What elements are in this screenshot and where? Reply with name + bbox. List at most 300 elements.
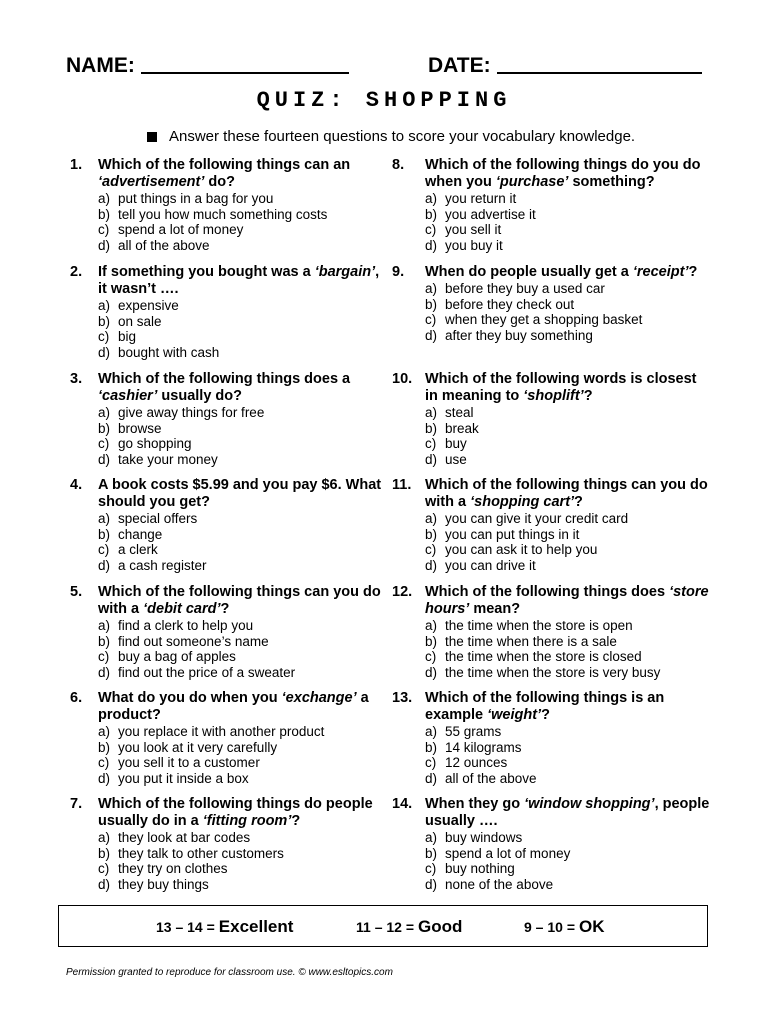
option-text: before they check out: [445, 296, 575, 312]
question-text-tail: ?: [574, 494, 583, 510]
question-text: [98, 584, 390, 618]
option-letter: c): [425, 222, 437, 237]
answer-option: [425, 771, 712, 787]
question-text: [98, 371, 390, 405]
question-stem: [70, 371, 390, 405]
answer-option: [425, 328, 712, 344]
score-range: 11 – 12 =: [356, 919, 415, 935]
answer-option: [98, 558, 390, 574]
question-7: [70, 796, 390, 892]
option-letter: a): [98, 830, 111, 845]
answer-option: [98, 755, 390, 771]
question-text-tail: something?: [568, 174, 655, 190]
question-stem: [70, 264, 390, 298]
question-5: [70, 584, 390, 680]
answer-option: [98, 191, 390, 207]
option-text: give away things for free: [118, 405, 265, 420]
option-text: you return it: [445, 191, 517, 206]
question-2: [70, 264, 390, 360]
answer-option: [98, 527, 390, 543]
question-stem: [392, 584, 712, 618]
vocabulary-term: ‘window shopping’: [524, 796, 655, 812]
question-text-tail: do?: [204, 174, 235, 190]
score-range: 13 – 14 =: [156, 919, 215, 935]
score-box: [58, 905, 708, 947]
option-letter: c): [425, 312, 437, 327]
option-text: go shopping: [118, 436, 192, 451]
option-letter: b): [98, 313, 111, 329]
answer-option: [425, 634, 712, 650]
answer-option: [425, 281, 712, 297]
option-letter: c): [98, 436, 110, 451]
option-letter: b): [425, 420, 438, 436]
answer-option: [425, 649, 712, 665]
option-letter: d): [425, 327, 438, 343]
question-stem: [392, 796, 712, 830]
answer-options: [392, 724, 712, 786]
question-stem: [70, 584, 390, 618]
question-text-lead: Which of the following things does a: [98, 371, 351, 387]
question-9: [392, 264, 712, 343]
option-letter: c): [98, 755, 110, 770]
answer-options: [70, 830, 390, 892]
score-label: Excellent: [218, 917, 294, 936]
answer-options: [70, 511, 390, 573]
option-letter: b): [98, 633, 111, 649]
answer-option: [98, 238, 390, 254]
option-letter: c): [425, 861, 437, 876]
answer-option: [98, 329, 390, 345]
answer-option: [98, 846, 390, 862]
option-text: buy windows: [445, 830, 523, 845]
option-letter: a): [98, 511, 111, 526]
score-good: [356, 917, 462, 937]
answer-option: [98, 634, 390, 650]
option-text: special offers: [118, 511, 198, 526]
question-text-lead: Which of the following things does: [425, 584, 670, 600]
answer-option: [98, 877, 390, 893]
answer-options: [392, 191, 712, 253]
option-text: 12 ounces: [445, 755, 508, 770]
answer-option: [425, 877, 712, 893]
question-number: 12.: [392, 584, 413, 600]
answer-options: [392, 281, 712, 343]
name-blank-line: [141, 52, 349, 74]
option-letter: d): [425, 451, 438, 467]
question-text-lead: Which of the following things can you do with a: [425, 477, 708, 510]
option-text: a cash register: [118, 557, 207, 573]
answer-option: [425, 618, 712, 634]
option-letter: b): [98, 526, 111, 542]
option-text: they buy things: [118, 876, 209, 892]
answer-options: [70, 618, 390, 680]
question-text: [425, 371, 712, 405]
vocabulary-term: ‘weight’: [487, 707, 542, 723]
date-blank-line: [497, 52, 702, 74]
answer-option: [98, 830, 390, 846]
question-stem: [392, 264, 712, 281]
question-text: [98, 157, 390, 191]
option-text: buy: [445, 436, 467, 451]
question-text: [98, 796, 390, 830]
option-text: you can ask it to help you: [445, 542, 598, 557]
question-number: 6.: [70, 690, 83, 706]
option-letter: c): [98, 222, 110, 237]
option-text: they look at bar codes: [118, 830, 251, 845]
square-bullet-icon: [147, 132, 157, 142]
answer-options: [392, 405, 712, 467]
option-letter: b): [98, 206, 111, 222]
option-text: tell you how much something costs: [118, 206, 328, 222]
answer-options: [392, 830, 712, 892]
question-stem: [392, 690, 712, 724]
answer-option: [425, 846, 712, 862]
option-text: 14 kilograms: [445, 739, 522, 755]
answer-option: [425, 740, 712, 756]
answer-option: [98, 861, 390, 877]
question-text: [98, 690, 390, 724]
answer-option: [98, 724, 390, 740]
answer-option: [425, 558, 712, 574]
option-letter: a): [425, 405, 438, 420]
instruction-text: Answer these fourteen questions to score your vocabulary knowledge.: [169, 128, 636, 145]
answer-option: [425, 207, 712, 223]
option-text: expensive: [118, 298, 179, 313]
option-text: browse: [118, 420, 162, 436]
question-13: [392, 690, 712, 786]
option-letter: b): [425, 526, 438, 542]
option-text: spend a lot of money: [445, 845, 571, 861]
option-text: they talk to other customers: [118, 845, 284, 861]
vocabulary-term: ‘debit card’: [143, 601, 221, 617]
option-letter: a): [425, 511, 438, 526]
date-label: DATE:: [428, 54, 491, 77]
option-text: find a clerk to help you: [118, 618, 254, 633]
answer-option: [98, 542, 390, 558]
option-letter: c): [98, 329, 110, 344]
question-8: [392, 157, 712, 253]
question-3: [70, 371, 390, 467]
option-letter: c): [425, 436, 437, 451]
question-number: 3.: [70, 371, 83, 387]
question-text-lead: Which of the following things is an example: [425, 690, 665, 723]
option-letter: a): [98, 724, 111, 739]
answer-option: [98, 436, 390, 452]
option-text: the time when the store is open: [445, 618, 633, 633]
question-number: 1.: [70, 157, 83, 173]
question-14: [392, 796, 712, 892]
option-letter: b): [425, 845, 438, 861]
option-text: you look at it very carefully: [118, 739, 278, 755]
option-letter: c): [425, 755, 437, 770]
date-field: [428, 50, 702, 80]
option-text: on sale: [118, 313, 162, 329]
answer-options: [392, 511, 712, 573]
question-text-tail: , it wasn’t ….: [98, 264, 380, 297]
option-letter: c): [98, 861, 110, 876]
vocabulary-term: ‘shoplift’: [523, 388, 584, 404]
option-letter: b): [425, 296, 438, 312]
answer-option: [98, 405, 390, 421]
question-text-lead: When do people usually get a: [425, 264, 633, 280]
answer-option: [98, 618, 390, 634]
question-text-lead: Which of the following things do you do when you: [425, 157, 701, 190]
question-text: [425, 796, 712, 830]
option-letter: b): [425, 206, 438, 222]
option-text: you sell it to a customer: [118, 755, 260, 770]
answer-option: [425, 421, 712, 437]
instruction: [147, 128, 635, 145]
question-text-tail: ?: [541, 707, 550, 723]
question-text-lead: When they go: [425, 796, 525, 812]
option-text: 55 grams: [445, 724, 502, 739]
answer-option: [425, 436, 712, 452]
answer-option: [425, 542, 712, 558]
option-text: change: [118, 526, 163, 542]
option-text: break: [445, 420, 479, 436]
question-text-lead: A book costs $5.99 and you pay $6. What should you get?: [98, 477, 382, 510]
question-text-lead: Which of the following words is closest in meaning to: [425, 371, 697, 404]
option-text: buy nothing: [445, 861, 515, 876]
question-stem: [70, 477, 390, 511]
question-stem: [392, 157, 712, 191]
question-text: [98, 477, 390, 511]
answer-options: [392, 618, 712, 680]
question-number: 4.: [70, 477, 83, 493]
option-text: you can drive it: [445, 557, 536, 573]
option-text: you replace it with another product: [118, 724, 325, 739]
answer-option: [98, 345, 390, 361]
option-letter: d): [425, 557, 438, 573]
option-letter: c): [425, 542, 437, 557]
question-text: [98, 264, 390, 298]
option-letter: a): [425, 830, 438, 845]
option-text: all of the above: [445, 770, 537, 786]
option-letter: d): [425, 770, 438, 786]
question-stem: [392, 371, 712, 405]
answer-options: [70, 405, 390, 467]
question-text-tail: ?: [291, 813, 301, 829]
option-text: find out someone’s name: [118, 633, 269, 649]
vocabulary-term: ‘shopping cart’: [470, 494, 575, 510]
question-number: 9.: [392, 264, 405, 280]
option-text: use: [445, 451, 467, 467]
question-text-tail: usually do?: [157, 388, 242, 404]
question-text-tail: , people usually ….: [425, 796, 710, 829]
option-text: none of the above: [445, 876, 554, 892]
option-text: they try on clothes: [118, 861, 228, 876]
question-text: [425, 584, 712, 618]
option-letter: a): [98, 618, 111, 633]
option-letter: d): [98, 344, 111, 360]
question-text-tail: mean?: [469, 601, 521, 617]
answer-option: [425, 665, 712, 681]
option-text: you can give it your credit card: [445, 511, 629, 526]
option-text: the time when the store is very busy: [445, 664, 661, 680]
option-letter: a): [98, 405, 111, 420]
question-stem: [70, 796, 390, 830]
vocabulary-term: ‘receipt’: [632, 264, 689, 280]
option-letter: b): [425, 633, 438, 649]
score-range: 9 – 10 =: [524, 919, 575, 935]
question-number: 2.: [70, 264, 83, 280]
option-text: all of the above: [118, 237, 210, 253]
question-6: [70, 690, 390, 786]
answer-option: [98, 298, 390, 314]
answer-options: [70, 298, 390, 360]
answer-option: [425, 511, 712, 527]
answer-option: [425, 830, 712, 846]
option-letter: d): [98, 557, 111, 573]
answer-option: [98, 207, 390, 223]
question-text: [425, 157, 712, 191]
question-number: 7.: [70, 796, 83, 812]
question-text-tail: ?: [583, 388, 593, 404]
question-text-lead: Which of the following things can you do with a: [98, 584, 381, 617]
vocabulary-term: ‘store hours’: [425, 584, 709, 617]
option-text: before they buy a used car: [445, 281, 605, 296]
question-text: [425, 477, 712, 511]
option-letter: b): [98, 420, 111, 436]
name-label: NAME:: [66, 54, 135, 77]
answer-option: [425, 527, 712, 543]
question-12: [392, 584, 712, 680]
score-label: OK: [579, 917, 605, 936]
question-text-tail: ?: [688, 264, 698, 280]
question-text-lead: If something you bought was a: [98, 264, 315, 280]
option-text: you put it inside a box: [118, 770, 249, 786]
question-4: [70, 477, 390, 573]
answer-option: [425, 191, 712, 207]
option-text: you advertise it: [445, 206, 536, 222]
option-letter: a): [425, 724, 438, 739]
option-text: big: [118, 329, 137, 344]
answer-option: [98, 771, 390, 787]
option-letter: a): [98, 298, 111, 313]
option-letter: a): [425, 281, 438, 296]
question-stem: [392, 477, 712, 511]
answer-option: [425, 312, 712, 328]
vocabulary-term: ‘exchange’: [281, 690, 357, 706]
answer-option: [98, 314, 390, 330]
option-text: the time when the store is closed: [445, 649, 642, 664]
vocabulary-term: ‘bargain’: [314, 264, 376, 280]
header-fields: [66, 50, 706, 78]
question-number: 5.: [70, 584, 83, 600]
option-letter: d): [98, 237, 111, 253]
quiz-title: QUIZ: SHOPPING: [256, 88, 512, 113]
answer-option: [425, 405, 712, 421]
score-label: Good: [418, 917, 463, 936]
option-letter: c): [98, 649, 110, 664]
question-stem: [70, 157, 390, 191]
answer-option: [425, 724, 712, 740]
question-text-lead: What do you do when you: [98, 690, 282, 706]
option-text: put things in a bag for you: [118, 191, 274, 206]
answer-options: [70, 191, 390, 253]
option-text: steal: [445, 405, 474, 420]
question-number: 10.: [392, 371, 413, 387]
option-letter: d): [98, 770, 111, 786]
vocabulary-term: ‘advertisement’: [98, 174, 205, 190]
option-letter: b): [98, 739, 111, 755]
option-letter: c): [425, 649, 437, 664]
answer-option: [425, 238, 712, 254]
option-text: you sell it: [445, 222, 502, 237]
option-letter: a): [425, 618, 438, 633]
option-letter: a): [98, 191, 111, 206]
answer-options: [70, 724, 390, 786]
answer-option: [98, 649, 390, 665]
answer-option: [425, 452, 712, 468]
vocabulary-term: ‘fitting room’: [202, 813, 292, 829]
permission-footer: Permission granted to reproduce for classroom use. © www.esltopics.com: [66, 967, 393, 978]
option-letter: d): [425, 664, 438, 680]
question-number: 14.: [392, 796, 413, 812]
answer-option: [98, 222, 390, 238]
name-field: [66, 50, 349, 80]
option-text: you can put things in it: [445, 526, 580, 542]
option-letter: d): [425, 237, 438, 253]
answer-option: [425, 755, 712, 771]
question-text-tail: a product?: [98, 690, 369, 723]
vocabulary-term: ‘purchase’: [495, 174, 569, 190]
answer-option: [98, 740, 390, 756]
option-letter: d): [98, 876, 111, 892]
question-1: [70, 157, 390, 253]
option-letter: a): [425, 191, 438, 206]
question-text: [425, 264, 712, 281]
option-letter: d): [98, 451, 111, 467]
score-excellent: [156, 917, 293, 937]
option-letter: d): [425, 876, 438, 892]
option-text: find out the price of a sweater: [118, 664, 296, 680]
option-letter: b): [425, 739, 438, 755]
question-10: [392, 371, 712, 467]
question-number: 11.: [392, 477, 412, 493]
question-11: [392, 477, 712, 573]
option-letter: b): [98, 845, 111, 861]
option-text: the time when there is a sale: [445, 633, 617, 649]
option-letter: c): [98, 542, 110, 557]
question-number: 8.: [392, 157, 405, 173]
answer-option: [425, 297, 712, 313]
question-text-lead: Which of the following things do people usually do in a: [98, 796, 373, 829]
answer-option: [98, 421, 390, 437]
answer-option: [98, 665, 390, 681]
option-text: buy a bag of apples: [118, 649, 236, 664]
answer-option: [98, 452, 390, 468]
question-text: [425, 690, 712, 724]
option-text: bought with cash: [118, 344, 220, 360]
question-number: 13.: [392, 690, 413, 706]
answer-option: [425, 222, 712, 238]
option-text: when they get a shopping basket: [445, 312, 643, 327]
question-stem: [70, 690, 390, 724]
option-text: spend a lot of money: [118, 222, 244, 237]
question-text-lead: Which of the following things can an: [98, 157, 351, 173]
option-text: a clerk: [118, 542, 158, 557]
option-text: take your money: [118, 451, 218, 467]
option-letter: d): [98, 664, 111, 680]
question-text-tail: ?: [220, 601, 230, 617]
answer-option: [98, 511, 390, 527]
answer-option: [425, 861, 712, 877]
option-text: you buy it: [445, 237, 503, 253]
option-text: after they buy something: [445, 327, 593, 343]
vocabulary-term: ‘cashier’: [98, 388, 158, 404]
score-ok: [524, 917, 605, 937]
